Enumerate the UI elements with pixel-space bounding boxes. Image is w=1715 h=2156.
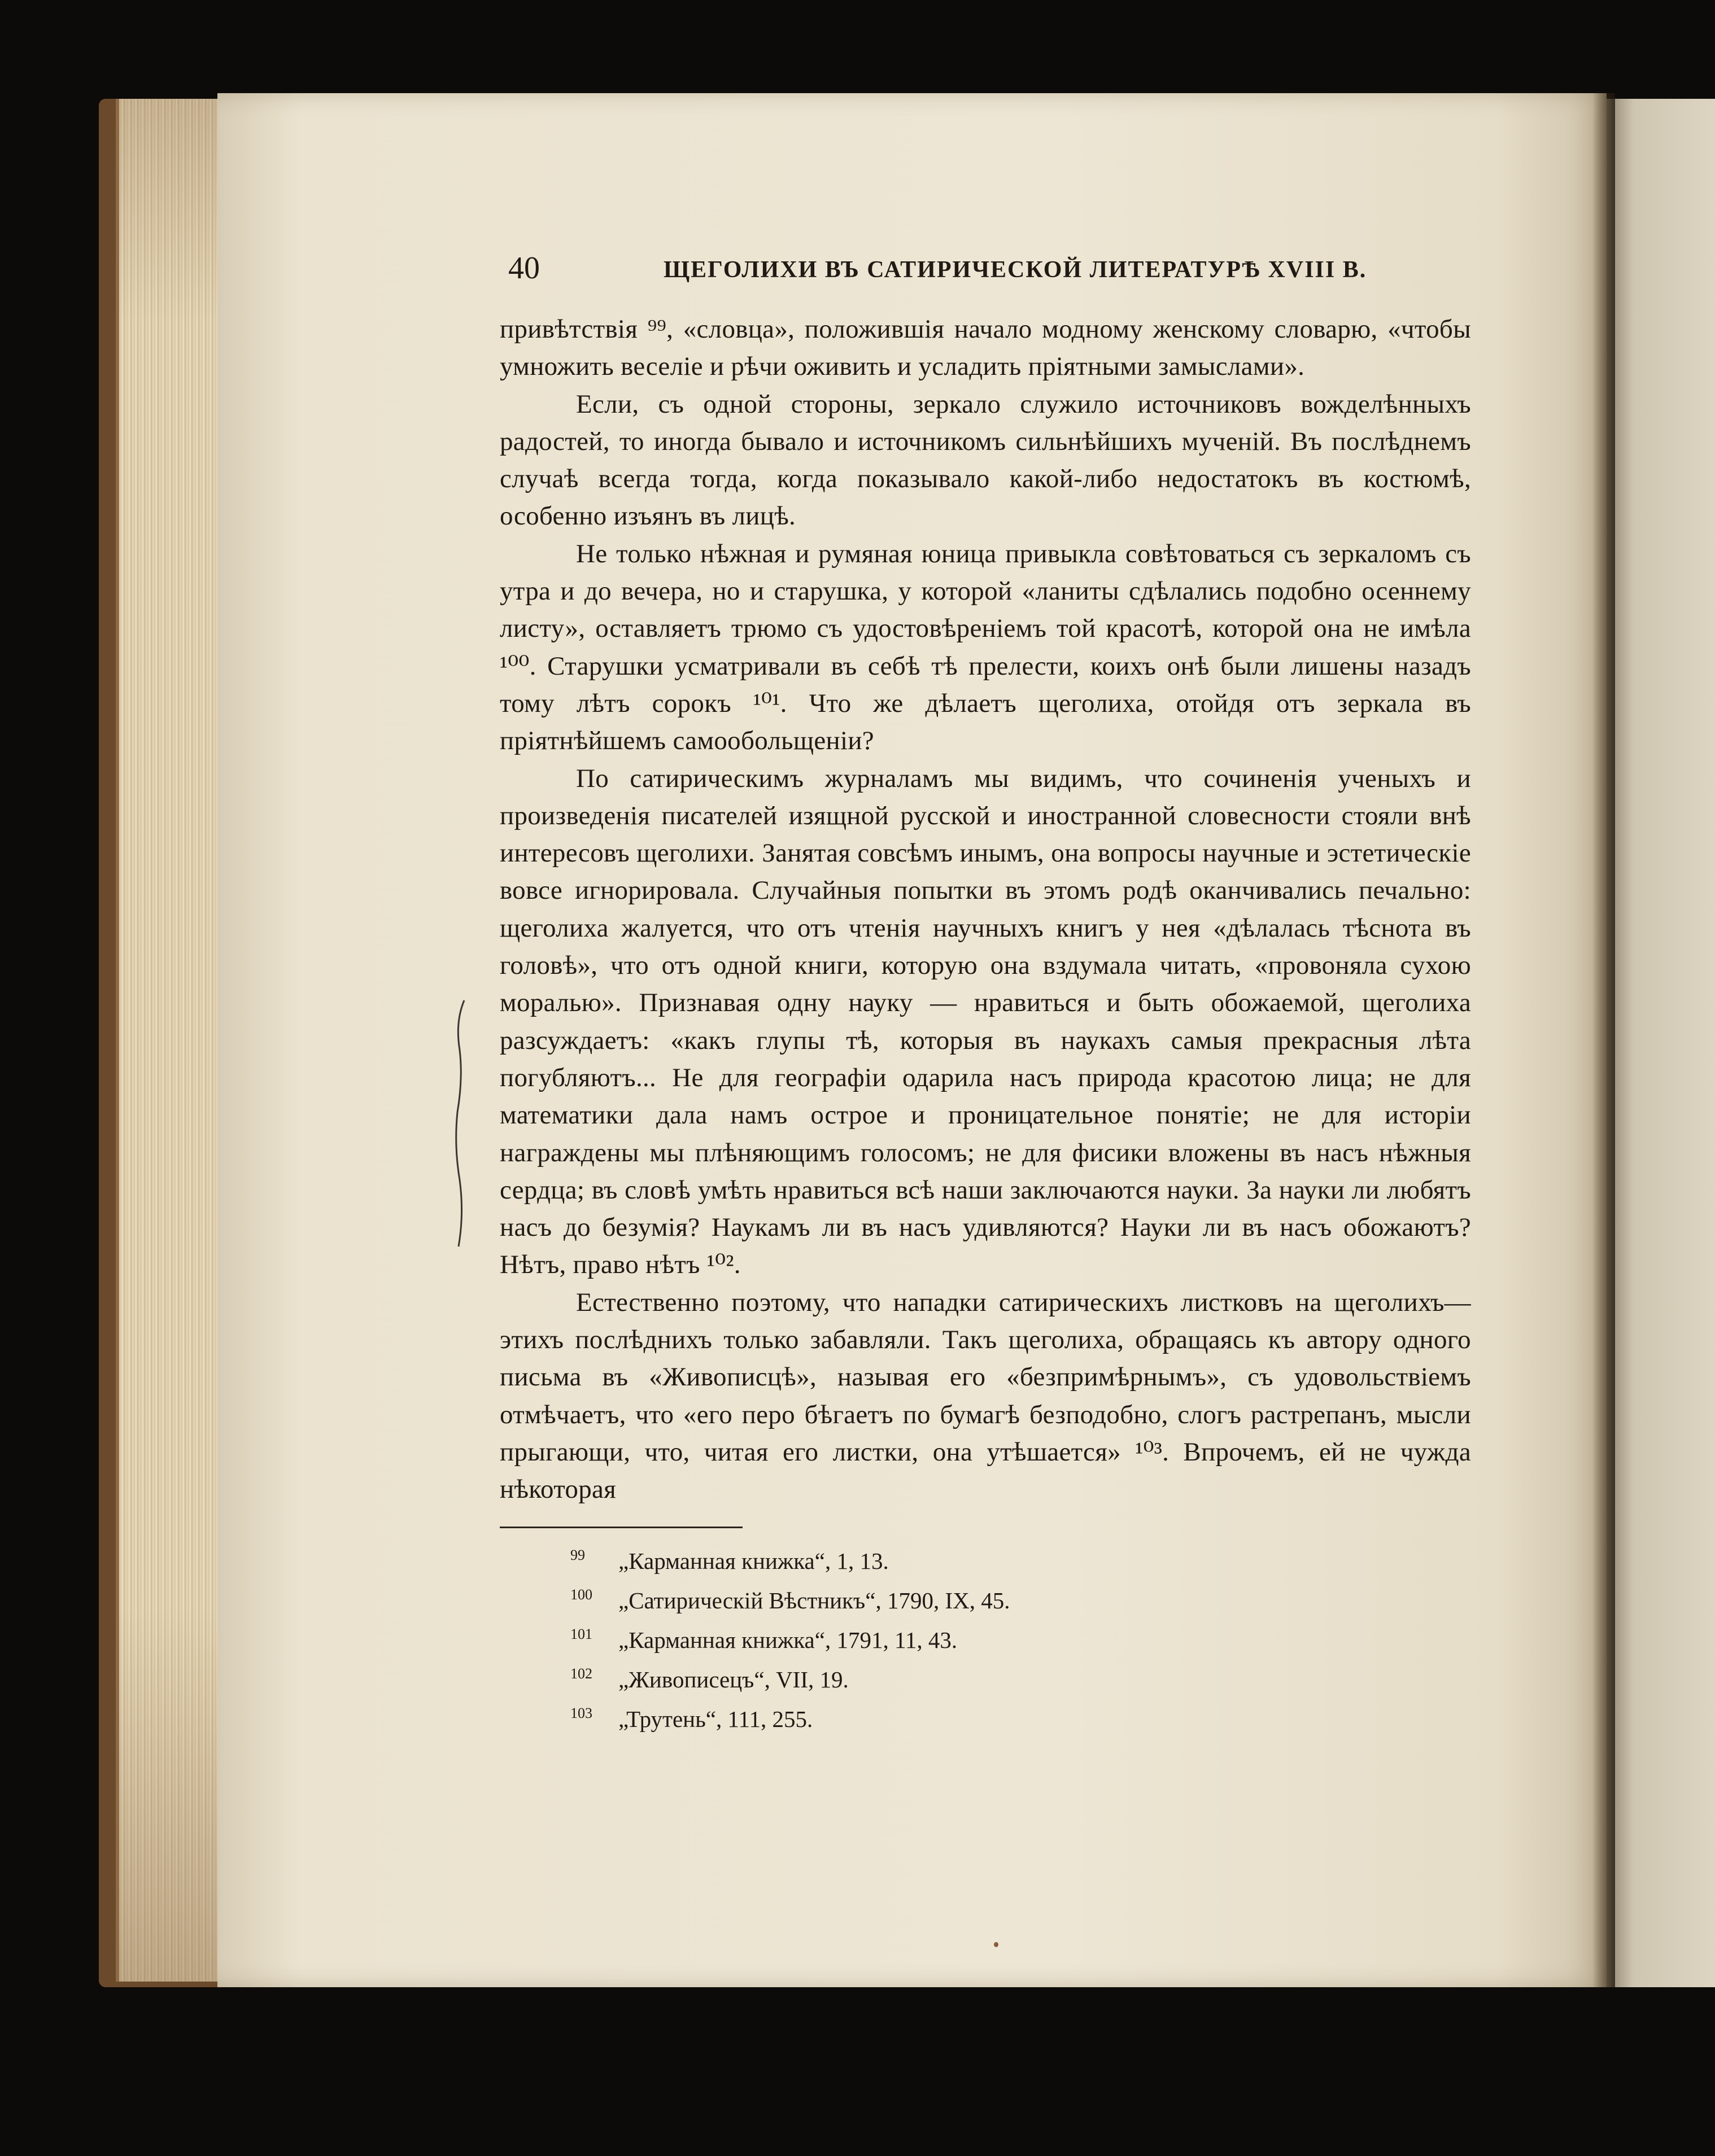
footnote [570,1578,1471,1617]
page-content [500,248,1471,1736]
paragraph: привѣтствія ⁹⁹, «словца», положившія начало модному женскому словарю, «чтобы умножить веселіе и рѣчи оживить и усладить пріятными замыслами». [500,314,1471,382]
footnote-text: „Карманная книжка“, 1, 13. [618,1547,889,1574]
running-title: ЩЕГОЛИХИ ВЪ САТИРИЧЕСКОЙ ЛИТЕРАТУРѢ XVIII В. [664,257,1367,283]
footnote [570,1538,1471,1578]
footnote-text: „Сатирическій Вѣстникъ“, 1790, IX, 45. [618,1587,1010,1613]
paragraph: Естественно поэтому, что нападки сатирическихъ листковъ на щеголихъ—этихъ послѣднихъ только забавляли. Такъ щеголиха, обращаясь къ автору одного письма въ «Живописцѣ», называя его «безпримѣрнымъ», съ удовольствіемъ отмѣчаетъ, что «его перо бѣгаетъ по бумагѣ безподобно, слогъ растрепанъ, мысли прыгающи, что, читая его листки, она утѣшается» ¹⁰³. Впрочемъ, ей не чужда нѣкоторая [500,1287,1471,1505]
paper-speck [994,1942,998,1947]
footnote [570,1696,1471,1736]
footnote-number: 100 [570,1586,592,1603]
paragraph: Не только нѣжная и румяная юница привыкла совѣтоваться съ зеркаломъ съ утра и до вечера, но и старушка, у которой «ланиты сдѣлались подобно осеннему листу», оставляетъ трюмо съ удостовѣреніемъ той красотѣ, которой она не имѣла ¹⁰⁰. Старушки усматривали въ себѣ тѣ прелести, коихъ онѣ были лишены назадъ тому лѣтъ сорокъ ¹⁰¹. Что же дѣлаетъ щеголиха, отойдя отъ зеркала въ пріятнѣйшемъ самообольщеніи? [500,539,1471,756]
running-head [500,248,1471,288]
paragraph: По сатирическимъ журналамъ мы видимъ, что сочиненія ученыхъ и произведенія писателей изящной русской и иностранной словесности стояли внѣ интересовъ щеголихи. Занятая совсѣмъ инымъ, она вопросы научные и эстетическіе вовсе игнорировала. Случайныя попытки въ этомъ родѣ оканчивались печально: щеголиха жалуется, что отъ чтенія научныхъ книгъ у нея «дѣлалась тѣснота въ головѣ», что отъ одной книги, которую она вздумала читать, «провоняла сухою моралью». Признавая одну науку — нравиться и быть обожаемой, щеголиха разсуждаетъ: «какъ глупы тѣ, которыя въ наукахъ самыя прекрасныя лѣта погубляютъ... Не для географіи одарила насъ природа красотою лица; не для математики дала намъ острое и проницательное понятіе; не для исторіи награждены мы плѣняющимъ голосомъ; не для фисики вложены въ насъ нѣжныя сердца; въ словѣ умѣть нравиться всѣ наши заключаются науки. За науки ли любятъ насъ до безумія? Наукамъ ли въ насъ удивляются? Науки ли въ насъ обожаютъ? Нѣтъ, право нѣтъ ¹⁰². [500,763,1471,1280]
footnote-text: „Карманная книжка“, 1791, 11, 43. [618,1626,958,1653]
footnote [570,1657,1471,1696]
paragraph: Если, съ одной стороны, зеркало служило источниковъ вожделѣнныхъ радостей, то иногда бывало и источникомъ сильнѣйшихъ мученій. Въ послѣднемъ случаѣ всегда тогда, когда показывало какой-либо недостатокъ въ костюмѣ, особенно изъянъ въ лицѣ. [500,389,1471,531]
footnote [570,1617,1471,1657]
pencil-margin-mark [452,999,469,1248]
footnote-rule [500,1527,743,1528]
footnote-number: 99 [570,1546,585,1563]
book-gutter [1592,93,1615,1987]
footnote-number: 102 [570,1665,592,1682]
footnote-number: 101 [570,1625,592,1642]
footnotes [570,1538,1471,1736]
footnote-text: „Живописецъ“, VII, 19. [618,1666,849,1693]
footnote-number: 103 [570,1704,592,1721]
page-number: 40 [508,251,540,286]
page-edges [116,99,221,1982]
facing-page [1607,99,1715,1987]
footnote-text: „Трутень“, 111, 255. [618,1705,813,1732]
